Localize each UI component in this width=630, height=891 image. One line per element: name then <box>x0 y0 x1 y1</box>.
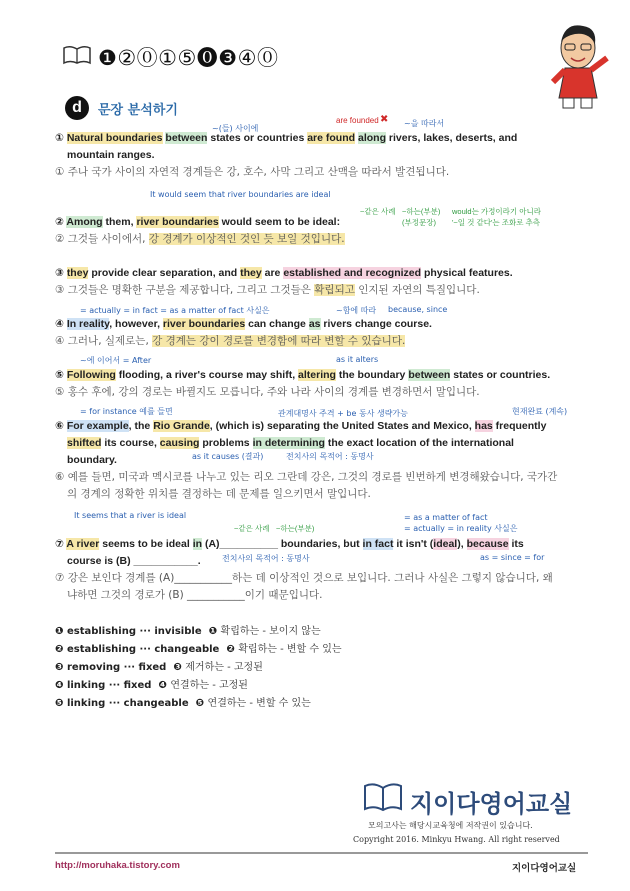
sentence-5-en: ⑤ Following flooding, a river's course may shift, altering the boundary between states or countries. <box>55 369 551 381</box>
note-2a: It would seem that river boundaries are ideal <box>150 190 331 199</box>
sentence-5-ko: ⑤ 홍수 후에, 강의 경로는 바뀔지도 모릅니다, 주와 나라 사이의 경계를 변경하면서 말입니다. <box>55 386 480 398</box>
note-2c: ~하는(부분) <box>402 207 441 216</box>
copyright-en: Copyright 2016. Minkyu Hwang. All right reserved <box>353 835 560 844</box>
sentence-2-en: ② Among them, river boundaries would seem to be ideal: <box>55 216 341 228</box>
teacher-avatar <box>545 18 615 110</box>
sentence-1-ko: ① 주나 국가 사이의 자연적 경계들은 강, 호수, 사막 그리고 산맥을 따라서 발견됩니다. <box>55 166 450 178</box>
sentence-7-ko-line2: 냐하면 그것의 경로가 (B) ___________이기 때문입니다. <box>67 589 323 601</box>
note-2b: ~같은 사례 <box>360 207 396 216</box>
sentence-6-ko-line1: ⑥ 예를 들면, 미국과 멕시코를 나누고 있는 리오 그란데 강은, 그것의 경로를 빈번하게 변경해왔습니다, 국가간 <box>55 471 558 483</box>
option-4[interactable]: ❹ linking ··· fixed ❹ 연결하는 - 고정된 <box>55 680 248 691</box>
note-4a: = actually = in fact = as a matter of fact 사실은 <box>80 306 270 315</box>
note-5a: ~에 이어서 = After <box>80 356 152 365</box>
exam-code: ❶②⓪①⑤⓿❸④⓪ <box>98 46 279 70</box>
sentence-6-en-line3: boundary. <box>67 454 117 466</box>
option-2[interactable]: ❷ establishing ··· changeable ❷ 확립하는 - 변할 수 있는 <box>55 644 342 655</box>
sentence-7-en-line2: course is (B) ___________. <box>67 555 201 567</box>
note-6c: 현재완료 (계속) <box>512 407 568 416</box>
sentence-7-ko-line1: ⑦ 강은 보인다 경계를 (A)___________하는 데 이상적인 것으로 보입니다. 그러나 사실은 그렇지 않습니다, 왜 <box>55 572 553 584</box>
note-7d: 전치사의 목적어 : 동명사 <box>222 554 310 563</box>
note-1b: are founded <box>336 116 379 125</box>
note-4c: because, since <box>388 305 448 314</box>
section-title: 문장 분석하기 <box>98 103 178 118</box>
note-7g: as = since = for <box>480 553 545 562</box>
option-1[interactable]: ❶ establishing ··· invisible ❶ 확립하는 - 보이지 않는 <box>55 626 321 637</box>
brand-book-icon <box>363 782 403 812</box>
note-2e: would는 가정이라기 아니라 <box>452 207 541 216</box>
note-7e: = as a matter of fact <box>404 513 488 522</box>
sentence-1-en: ① Natural boundaries between states or countries are found along rivers, lakes, deserts, and <box>55 132 518 144</box>
option-5[interactable]: ❺ linking ··· changeable ❺ 연결하는 - 변할 수 있는 <box>55 698 311 709</box>
note-4b: ~함에 따라 <box>336 306 377 315</box>
note-7b: ~같은 사례 <box>234 524 270 533</box>
footer-divider <box>55 852 588 854</box>
sentence-3-en: ③ they provide clear separation, and they are established and recognized physical features. <box>55 267 513 279</box>
note-7a: It seems that a river is ideal <box>74 511 187 520</box>
sentence-4-ko: ④ 그러나, 실제로는, 강 경계는 강이 경로를 변경함에 따라 변할 수 있습니다. <box>55 335 406 347</box>
sentence-1-en-line2: mountain ranges. <box>67 149 155 161</box>
wrong-mark-icon: ✖ <box>380 114 389 125</box>
note-6b: 관계대명사 주격 + be 동사 생략가능 <box>278 409 408 418</box>
note-1a: ~(들) 사이에 <box>212 124 259 133</box>
sentence-7-en: ⑦ A river seems to be ideal in (A)__________ boundaries, but in fact it isn't (ideal), because its <box>55 538 524 550</box>
book-icon <box>62 45 92 65</box>
note-1c: ~을 따라서 <box>404 119 445 128</box>
sentence-6-ko-line2: 의 경계의 정확한 위치를 결정하는 데 문제를 일으키면서 말입니다. <box>67 488 371 500</box>
note-7c: ~하는(부분) <box>276 524 315 533</box>
brand-name: 지이다영어교실 <box>410 790 573 818</box>
section-badge: d <box>65 96 89 120</box>
note-2f: '~일 것 같다'는 조화로 추측 <box>452 218 541 227</box>
note-5b: as it alters <box>336 355 379 364</box>
note-6e: 전치사의 목적어 : 동명사 <box>286 452 374 461</box>
note-6d: as it causes (결과) <box>192 452 264 461</box>
note-2d: (부정문장) <box>402 218 436 227</box>
option-3[interactable]: ❸ removing ··· fixed ❸ 제거하는 - 고정된 <box>55 662 263 673</box>
note-6a: = for instance 예를 들면 <box>80 407 173 416</box>
note-7f: = actually = in reality 사실은 <box>404 524 518 533</box>
sentence-6-en: ⑥ For example, the Rio Grande, (which is) separating the United States and Mexico, has frequently <box>55 420 547 432</box>
sentence-4-en: ④ In reality, however, river boundaries can change as rivers change course. <box>55 318 432 330</box>
sentence-6-en-line2: shifted its course, causing problems in determining the exact location of the international <box>67 437 514 449</box>
footer-url-link[interactable]: http://moruhaka.tistory.com <box>55 860 180 871</box>
copyright-ko: 모의고사는 해당시교육청에 저작권이 있습니다. <box>368 821 533 830</box>
footer-brand: 지이다영어교실 <box>512 863 577 874</box>
sentence-3-ko: ③ 그것들은 명확한 구분을 제공합니다, 그리고 그것들은 확립되고 인지된 자연의 특질입니다. <box>55 284 480 296</box>
sentence-2-ko: ② 그것들 사이에서, 강 경계가 이상적인 것인 듯 보일 것입니다. <box>55 233 345 245</box>
